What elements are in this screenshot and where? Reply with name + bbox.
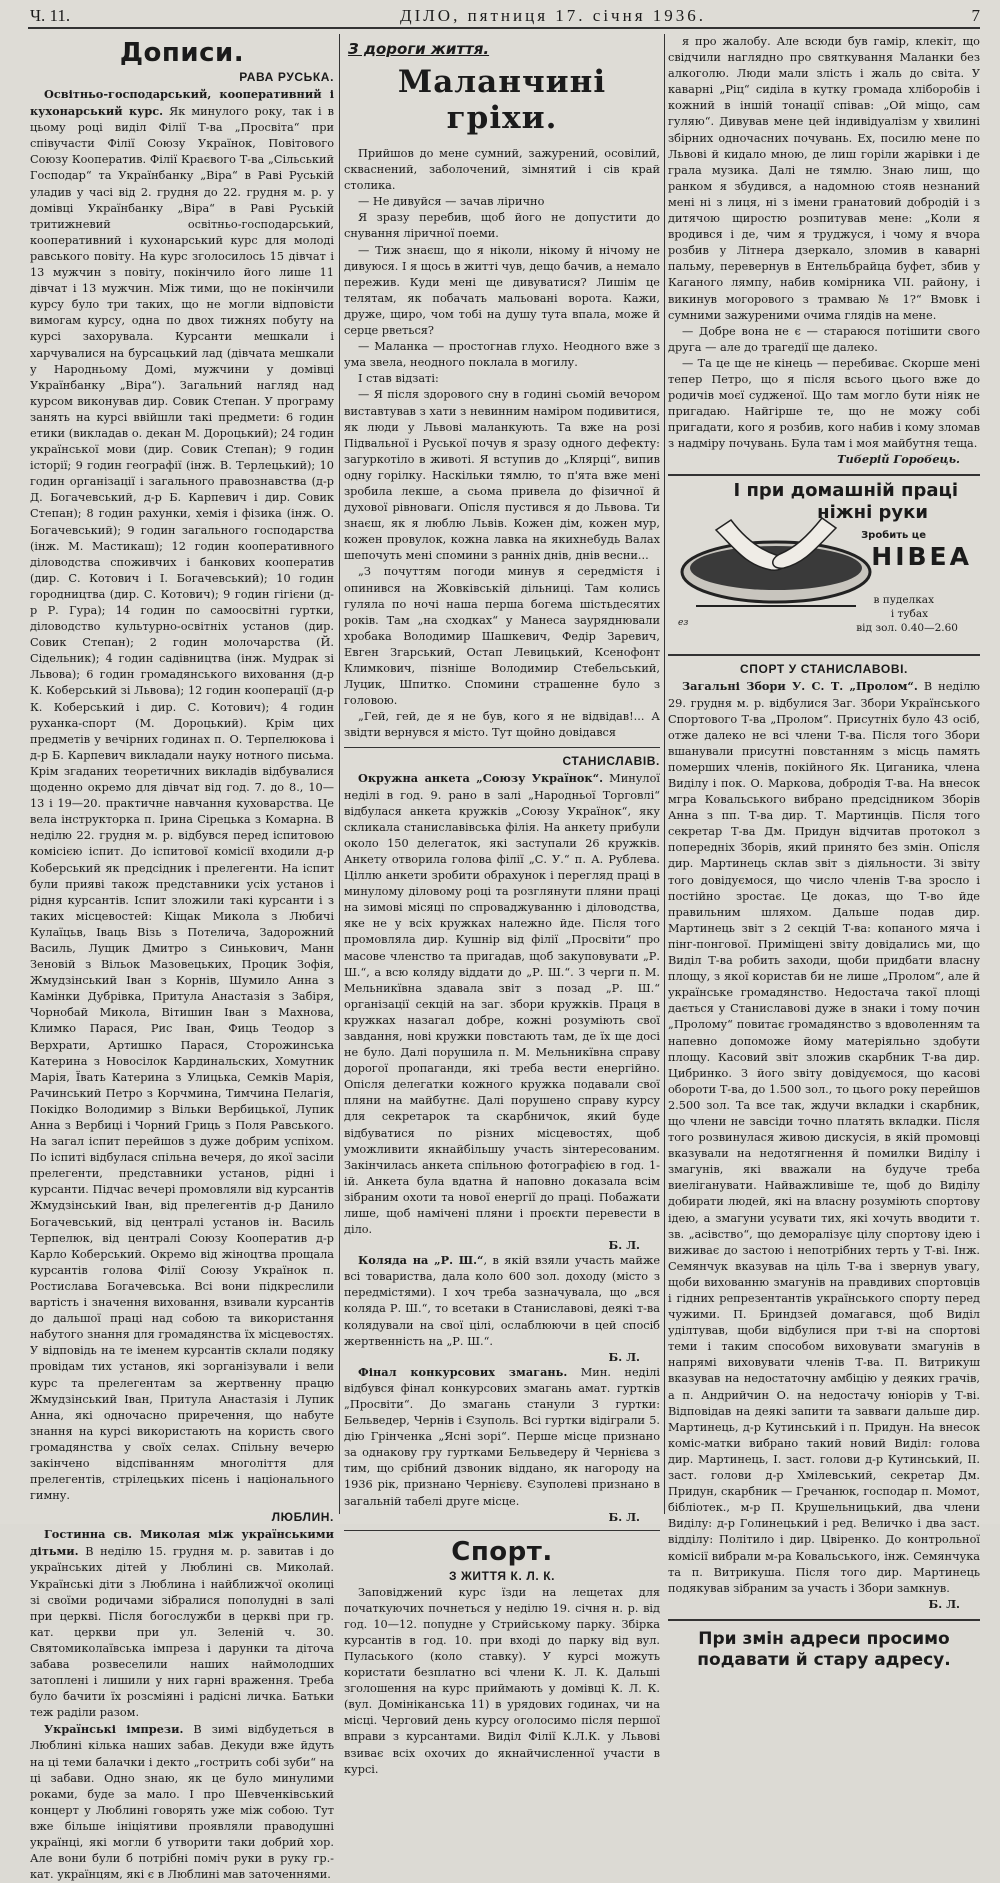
ad-brand: НІВЕА [871,542,972,572]
place-heading: РАВА РУСЬКА. [239,70,334,84]
article-rava [30,86,334,1504]
ad-price: від зол. 0.40—2.60 [856,622,958,635]
article-lead: Коляда на „Р. Ш.“ [358,1253,484,1268]
feature-body [344,146,660,741]
article-lead: Фінал конкурсових змагань. [358,1364,568,1379]
sport-heading: СПОРТ У СТАНИСЛАВОВІ. [740,662,908,677]
ad-line: Зробить це [861,530,926,542]
signature: Б. Л. [608,1238,640,1253]
article-kolyada [344,1252,660,1350]
place-heading: СТАНИСЛАВІВ. [562,754,660,769]
signature: Б. Л. [608,1509,640,1524]
article-prolom [668,678,980,1596]
article-body: Мин. неділі відбувся фінал конкурсових змагань амат. гуртків „Просвіти“. До змагань станули 3 гуртки: Бельведер, Чернів і Єзуполь. Всі гуртки відіграли 5. дію Грінченка „Ясні зорі“. Перше місце признано за однакову гру гуртками Бельведеру й Чернієва з тим, що срібний дзвоник віддано, як нагороду на 1936 рік, признано Чернієву. Єзуполеві признано в загальній табелі друге місце. [344,1365,660,1508]
ad-line: І при домашній праці [733,480,958,502]
feature-continuation [668,34,980,452]
section-rule [344,1530,660,1531]
article-body: В неділю 15. грудня м. р. завитав і до українських дітей у Люблині св. Миколай. Українські діти з Люблина і найближчої околиці зі своїми родичами зібралися пополудні в залі при церкві. Після богослужби в церкві при гр. кат. церкви при ул. Зеленій ч. 30. Святомиколаївська імпреза і дарунки та діточа забава розвеселили наших наймолодших затоплені і лишили у них гарні враження. Треба було бачити їх розсміяні і радісні личка. Батьки теж раділи разом. [30,1545,334,1720]
paragraph: — Та це ще не кінець — перебиває. Скорше мені тепер Петро, що я після всього цього вже до родичів моєї судженої. Що там могло бути ніяк не пригадаю. Найгірше те, що не можу собі пригадати, кого я розбив, кого набив і кому зломав з надміру почувань. Була там і моя майбутня теща. [668,356,980,451]
feature-author: Тиберій Горобець. [837,452,960,467]
column-middle [344,34,661,1776]
sport-title: Спорт. [451,1536,553,1567]
article-body: Заповіджений курс їзди на лещетах для початкуючих почнеться у неділю 19. січня н. р. від год. 10—12. попудне у Стрийському парку. Збірка курсантів в год. 10. при вході до парку від вул. Пуласького (коло ставку). У курсі можуть користати безплатно всі члени К. Л. К. Дальші зголошення на курс приймають у домівці К. Л. К. (вул. Домініканська 11) в урядових годинах, чи на місці. Черговий день курсу оголосимо після першої вправи з курсантами. Виділ Філії К.Л.К. у Львові взиває всіх охочих до якнайчисленної участи в курсі. [344,1585,660,1776]
page-number: 7 [971,6,980,25]
ad-line: і тубах [890,608,928,621]
nivea-advertisement [668,474,980,656]
sport-subtitle: З ЖИТТЯ К. Л. К. [448,1568,556,1583]
article-lead: Загальні Збори У. С. Т. „Пролом“. [682,679,918,694]
place-heading: ЛЮБЛИН. [271,1510,334,1525]
article-body: В неділю 29. грудня м. р. відбулися Заг. Збори Українського Спортового Т-ва „Пролом“. Присутніх було 43 осіб, отже далеко не всі члени Т-ва. Після того Збори вшанували присутні повстанням з місць память померших членів, покійного Як. Циганика, члена Виділу і пок. О. Маркова, добродія Т-ва. На внесок мгра Ковальського вибрано предсідником Зборів Анна з пп. Т-ва дир. Т. Мартинців. Після того секретар Т-ва Дм. Придун відчитав протокол з попередніх Зборів, який принято без змін. Опісля дир. Мартинець склав звіт з діяльности. Зі звіту того довідуємося, що число членів Т-ва зросло і постійно зростає. Це доказ, що Т-во йде правильним шляхом. Дальше подав дир. Мартинець звіт з 2 секцій Т-ва: копаного мяча і пінг-понгової. Приміщені звіту довідались ми, що Виділ Т-ва робить заходи, щоби придбати власну площу, з якої користав би не лише „Пролом“, але й українське громадянство. Недостача такої площі дається у Станиславові дуже в знаки і тому почин „Пролому“ повитає громадянство з вдоволенням та напевно допоможе йому матеріяльно здобути площу. Касовий звіт зложив скарбник Т-ва дир. Цибринко. З його звіту довідуємося, що касові обороти Т-ва, до 1.500 зол., то цього року перейшов 2.500 зол. Та все так, ждучи вкладки і скарбник, що члени не завсіди точно платять вкладки. Після того розвинулася живою дискусія, в якій промовці вказували на недотягнення й помилки Виділу і змагунів, які вважали на будуче треба виеліганувати. Найважливіше те, щоб до Виділу добирати людей, які на власну розуміють спортову ідею, а змагуни усувати тих, які хочуть вводити т. зв. „асівство“, що деморалізує цілу спортову ідею і виживає до застою і непотрібних терть у Т-ві. Інж. Семянчук вказував на ціль Т-ва і звернув увагу, щоби вихованню змагунів на правдивих спортовців і гідних репрезентантів українського спорту перед чужими. П. Бриндзей домагався, щоб Виділ уділтував, щоби відбулися при т-ві на спортові теми і таким способом виховувати змагунів в напрямі виховувати членів Т-ва. П. Витрикуш вказував на недостаточну амбіцію у деяких грачів, а п. Андрийчин О. на недостачу юніорів у Т-ві. Відповідав на деякі запити та завваги дальше дир. Мартинець, д-р Кутинський і п. Придун. На внесок коміс-матки вибрано такий новий Виділ: голова дир. Мартинець, I. заст. голови д-р Кутинський, II. заст. голови д-р Хмілевський, секретар Дм. Придун, скарбник — Гречанюк, господар п. Момот, бібліотек., м-р П. Крушельницький, два члени Виділу: д-р Голинецький і ред. Величко і два заст. відділу: Політило і дир. Цвіренко. До контрольної комісії вибрали м-ра Ковальського, інж. Семянчука та п. Витрикуша. Після того дир. Мартинець подякував зібраним за участь і Збори замкнув. [668,680,980,1595]
header-rule [28,27,980,29]
paragraph: Прийшов до мене сумний, зажурений, осовілий, скваснений, заболочений, зімнятий і сів край столика. [344,147,660,193]
column-right [668,34,980,1670]
ad-line: ніжні руки [817,502,928,524]
article-body: , в якій взяли участь майже всі товариства, дала коло 600 зол. доходу (місто з передмістями). І хоч треба зазначувала, що „вся коляда Р. Ш.“, то всетаки в Станиславові, деякі т-ва колядували на свої цілі, ослаблюючи в цей спосіб жертвенність на „Р. Ш.“. [344,1254,661,1348]
issue-number: Ч. 11. [30,6,71,25]
paragraph: я про жалобу. Але всюди був гамір, клекіт, що свідчили наглядно про святкування Маланки без алкоголю. Люди мали злість і жаль до світа. У каварні „Ріц“ сиділа в кутку громада хліборобів і кожний в іншій тонації співав: „Ой міщо, сам гуляю“. Дивував мене цей індивідуалізм у хвилині збірних одночасних почувань. Ех, посилю мене по Львові й кидало мною, де лиш горіли жарівки і де грала музика. Далі не тямлю. Знаю лиш, що ранком я збудився, а надомною стояв незнаний мені ні з лиця, ні з імени гранатовий добродій і з дитячою щиростю розпитував мене: „Коли я вродився і де, чим я труджуся, і чому я вчора розбив у Літнера дзеркало, зломив в каварні пальму, перевернув в Ентельбрайца буфет, збив у Каганого лямпу, набив комірника VII. району, і викинув могорового з трамваю № 1?“ Вмовк і сумними зажуреними очима глядів на мене. [668,35,980,322]
paragraph: — Тиж знаєш, що я ніколи, нікому й нічому не дивуюся. І я щось в житті чув, дещо бачив, а немало пережив. Куди мені ще дивуватися? Лишім це телятам, як побачать мальовані ворота. Кажи, друже, щиро, чом тобі на душу тута впала, може й серце рветься? [344,243,660,338]
paragraph: „Гей, гей, де я не був, кого я не відвідав!... А звідти вернувся я місто. Тут щойно довідався [344,710,660,740]
paragraph: — Я після здорового сну в годині сьомій вечором виставтував з хати з невинним наміром подивитися, як люди у Львові маланкують. Та вже на розі Підвальної і Руської почув я зразу одного дефекту: загуркотіло в животі. Я вступив до „Клярці“, випив одну горілку. Наскільки тямлю, то п'ята вже мені зробила лекше, а сьома привела до фізичної й духової рівноваги. Опісля пустився я до Львова. Ти знаєш, як я люблю Львів. Кожен дім, кожен мур, кожен провулок, кожна лавка на якихнебудь Валах шепочуть мені спомини з ранніх днів, днів весни... [344,388,660,563]
paragraph: — Маланка — простогнав глухо. Неодного вже з ума звела, неодного поклала в могилу. [344,340,660,370]
masthead: ДІЛО, пятниця 17. січня 1936. [400,6,707,25]
article-lead: Окружна анкета „Союзу Українок“. [358,771,604,786]
paragraph: І став відзаті: [358,372,439,386]
article-lead: Гостинна св. Миколая між українськими дітьми. [30,1527,334,1559]
section-title: Дописи. [119,38,245,68]
article-klk [344,1585,660,1778]
section-rule [344,747,660,748]
column-divider [664,34,665,1514]
article-body: В зимі відбудеться в Люблині кілька наших забав. Декуди вже йдуть на ці теми балачки і декто „гострить собі зуби“ на ці забави. Одно знаю, як це було минулими роками, буде за мало. І про Шевченківський концерт у Люблині говорять уже між собою. Тут вже більше ініціятиви проявляли праводушні українці, які могли б утворити таки добрий хор. Але вони були б потрібні поміч руки в руку гр.-кат. українцям, які є в Люблині мав заточеннями. [30,1723,335,1882]
signature: Б. Л. [608,1349,640,1364]
feature-title: Маланчині гріхи. [397,64,607,136]
address-notice: При змін адреси просимо подавати й стару адресу. [668,1619,980,1671]
ad-mark: ез [678,618,689,629]
paragraph: — Добре вона не є — стараюся потішити свого друга — але до трагедії ще далеко. [668,324,980,354]
ad-line: в пуделках [873,594,934,607]
article-lead: Українські імпрези. [44,1722,184,1737]
article-body: Минулої неділі в год. 9. рано в залі „Народньої Торговлі“ відбулася анкета кружків „Союзу Українок“, яку скликала станиславівська філія. На анкету прибули около 150 делегаток, які заступали 26 кружків. Анкету отворила голова філії „С. У.“ п. А. Рублева. Ціллю анкети зробити обрахунок і перегляд праці в минулому діловому році та розглянути пляни праці на зимові місяці по спроваджуванню і діловодства, яке не у всіх кружках належно йде. Після того промовляла дир. Кушнір від філії „Просвіти“ про масове членство та пригадав, щоб закуповувати „Р. Ш.“, а всю коляду віддати до „Р. Ш.“. З черги п. М. Мельникївна здавала звіт з позад „Р. Ш.“ організації секцій на заг. збори кружків. Праця в кружках назагал добре, кожні розуміють свої завдання, нові кружки повстають там, де їх ще досі не було. Далі порушила п. М. Мельникївна справу дорогої пропаганди, які треба вести енергійно. Опісля делегатки кожного кружка подавали свої пляни на майбутнє. Далі порушено справу курсу для секретарок та скарбничок, який буде відбуватися по різних місцевостях, щоб уможливити якнайбільшу участь зінтересованим. Закінчилась анкета спільною фотографією в год. 1-ій. Анкета була вдатна й наповно доказала всім зібраним охоти та нової енергії до праці. Побажати лише, щоб намічені пляни і проєкти перевести в діло. [344,772,660,1237]
article-anketa [344,770,660,1238]
article-lead: Освітньо-господарський, кооперативний і кухонарський курс. [30,87,334,119]
column-divider [339,34,340,1514]
paragraph: „З почуттям погоди минув я середмістя і опинився на Жовківській дільниці. Там колись гуляла по ночі наша перша богема шістьдесятих років. Там „на сходках“ у Манеса зауряднювали хробака Володимир Шашкевич, Федір Заревич, Евген Згарський, Остап Левицький, Ксенофонт Климкович, пізніше Володимир Стебельський, Луцик, Шпитко. Спомини страшенне було з головою. [344,565,660,708]
article-body: Як минулого року, так і в цьому році виділ Філії Т-ва „Просвіта“ при співучасти Філії Союзу Українок, Повітового Союзу Кооператив. Філії Краєвого Т-ва „Сільський Господар“ та Українбанку „Віра“ в Раві Руській уладив у часі від 2. грудня до 22. грудня м. р. у домівці Українбанку „Віра“ в Раві Руській тритижневий освітньо-господарський, кооперативний і кухонарський курс для молоді равського повіту. На курс зголосилось 15 дівчат і 13 мужчин з повіту, покінчило його лише 11 дівчат і 13 мужчин. Між тими, що не покінчили курсу було три таких, що не могли відповісти вимогам курсу, одна по двох тижнях побуту на курсі захорувала. Курсанти мешкали і харчувалися на бурсацький лад (дівчата мешкали у Народньому Домі, мужчини у домівці Українбанку „Віра“). Загальний нагляд над курсом виконував дир. Совик Степан. У програму занять на курсі ввійшли такі предмети: 6 годин етики (викладав о. декан М. Дороцький); 24 годин української мови (дир. Совик Степан); 9 годин історії; 9 годин географії (інж. В. Терлецький); 10 годин організації і загального правознавства (д-р Д. Богачевський, д-р Б. Карпевич і дир. Совик Степан); 8 годин рахунки, хемія і фізика (інж. О. Богачевський); 9 годин загального господарства (інж. М. Мастикаш); 12 годин кооперативного діловодства споживчих і банкових кооператив (дир. С. Котович і І. Богачевський); 10 годин городництва (дир. С. Котович); 9 годин гігієни (д-р Р. Гура); 14 годин по самоосвітні гуртки, діловодство культурно-освітніх установ (дир. Совик Степан); 2 годин молочарства (Й. Сідельник); 4 годин садівництва (інж. Мудрак зі Львова); 6 годин громадянського виховання (д-р К. Коберський зі Львова); 12 годин кооперації (д-р К. Коберський і дир. С. Котович); 4 годин руханка-спорт (М. Дороцький). Крім цих предметів у вечірних годинах п. О. Терпелюкова і д-р Б. Карпевич викладали науку нотного письма. Крім згаданих теоретичних викладів відбувалися щоденно окремо для дівчат від год. 7. до 8., 10—13 і 19—20. практичне навчання куховарства. Це вела інструкторка п. Ірина Сірецька з Комарна. В неділю 22. грудня м. р. відбувся перед іспитовою комісією іспит. До іспитової комісії входили д-р Коберський як предсідник і прелегенти. На іспит були прияві також представники усіх установ і рідня курсантів. Іспит зложили такі курсанти і з таких місцевостей: Кіщак Микола з Любичі Кулаїцьв, Іваць Візь з Потелича, Задорожний Василь, Лущик Дмитро з Синькович, Манн Зеновій з Вільок Мазовецьких, Процик Зофія, Жмудзінський Іван з Корнів, Шумило Анна з Камінки Дубрівка, Притула Анастазія з Забіря, Чорнобай Микола, Вітишин Іван з Махнова, Климко Парася, Рис Іван, Фиць Теодор з Верхрати, Артишко Парася, Сторожинська Катерина з Новосілок Кардинальских, Хомутник Марія, Ївать Катерина з Улицька, Семків Марія, Рачинський Петро з Корчмина, Тимчина Пелагія, Покідко Володимир з Вільки Вербицької, Лупик Анна з Вербиці і Чорний Гриць з Поля Равського. На загал іспит перейшов з дуже добрим успіхом. По іспиті відбулася спільна вечеря, до якої засіли прелегенти, представники установ, рідні і курсанти. Підчас вечері промовляли від курсантів Жмудзінський Іван, від прелегентів д-р Данило Богачевський, від централі установ ін. Василь Терпелюк, від централі Союзу Кооператив д-р Карло Коберський. Окремо від жіноцтва прощала курсантів голова Філії Союзу Українок п. Ростислава Богачевська. Всі вони підкреслили вартість і значення виховання, взивали курсантів до дальшої праці над собою та використання набутого знання для громадянства їх місцевостях. У відповідь на те іменем курсантів склали подяку провідам тих установ, які зорганізували і вели курс та прелегентам за жертвенну працю Жмудзінський Іван, Притула Анастазія і Лупик Анна, які одночасно приречення, що набуте знання на курсі використають на користь свого громадянства у своїх селах. Спільну вечерю закінчено відспіванням многоліття для прелегентів, стрілецьких пісень і національного гимну. [30,105,334,1503]
page-header [30,4,980,26]
hands-washing-icon [676,510,876,620]
column-left [30,34,335,1882]
article-lublin [30,1526,334,1883]
article-final [344,1364,660,1510]
feature-kicker: З дороги життя. [348,40,490,58]
paragraph: Я зразу перебив, щоб його не допустити до снування ліричної поеми. [344,211,660,241]
paragraph: — Не дивуйся — зачав лірично [358,195,545,209]
signature: Б. Л. [928,1596,960,1611]
